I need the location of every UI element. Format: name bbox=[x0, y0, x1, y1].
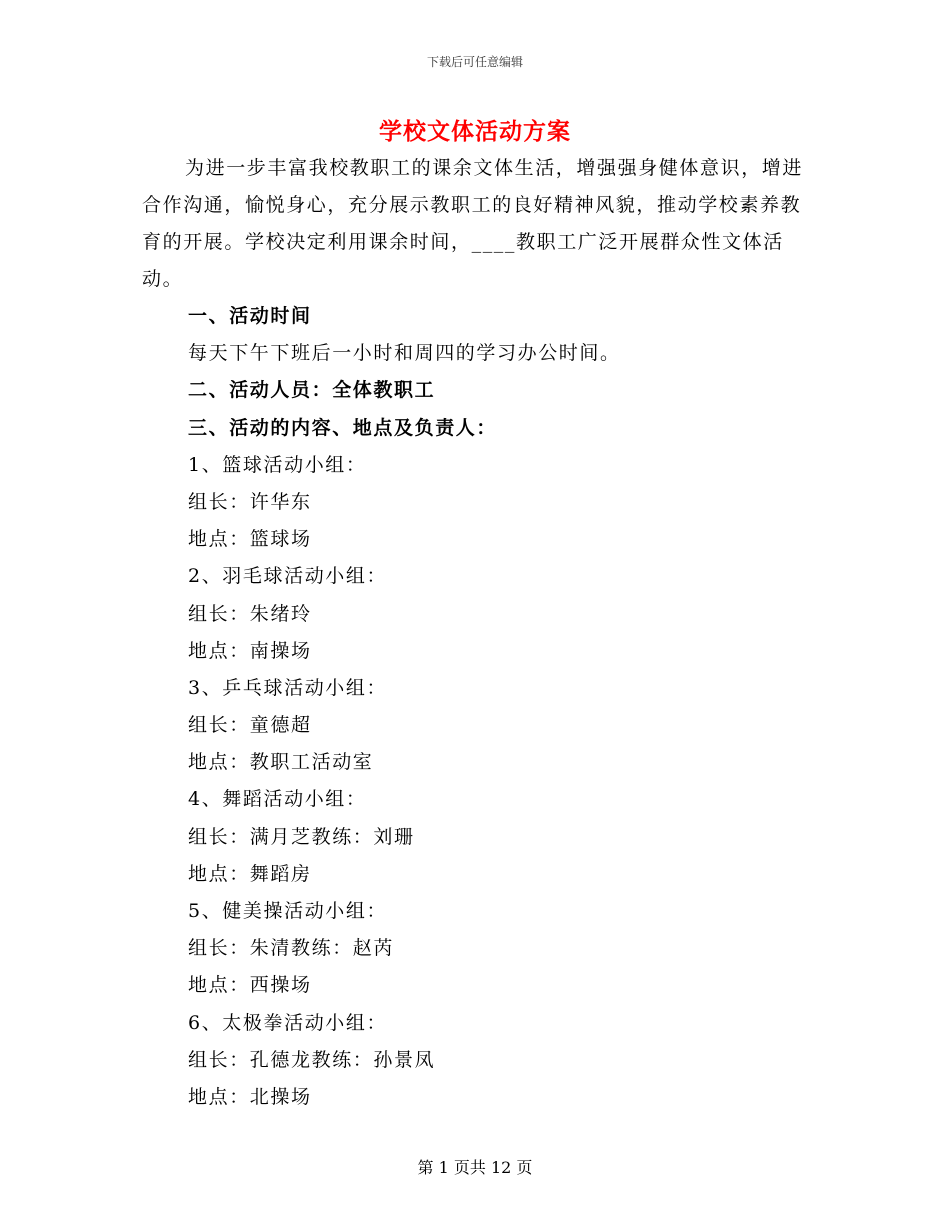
body-line: 4、舞蹈活动小组： bbox=[188, 788, 367, 811]
body-line: 地点：北操场 bbox=[188, 1085, 312, 1108]
body-line: 5、健美操活动小组： bbox=[188, 900, 388, 922]
body-line: 地点：舞蹈房 bbox=[188, 862, 312, 885]
body-line: 组长：朱绪玲 bbox=[188, 602, 312, 625]
body-line: 组长：童德超 bbox=[188, 714, 312, 737]
page-footer: 第 1 页共 12 页 bbox=[417, 1158, 533, 1177]
section-heading: 一、活动时间 bbox=[188, 305, 312, 327]
body-line: 1、篮球活动小组： bbox=[188, 453, 367, 476]
body-line: 每天下午下班后一小时和周四的学习办公时间。 bbox=[188, 342, 621, 365]
body-line: 2、羽毛球活动小组： bbox=[188, 565, 388, 588]
section-heading: 二、活动人员：全体教职工 bbox=[188, 379, 436, 402]
body-line: 地点：西操场 bbox=[188, 974, 312, 997]
document-body bbox=[188, 298, 808, 1116]
section-heading: 三、活动的内容、地点及负责人： bbox=[188, 416, 498, 439]
body-line: 3、乒乓球活动小组： bbox=[188, 676, 388, 699]
body-line: 组长：满月芝教练：刘珊 bbox=[188, 825, 415, 848]
body-line: 地点：南操场 bbox=[188, 639, 312, 662]
body-line: 组长：朱清教练：赵芮 bbox=[188, 937, 395, 960]
intro-paragraph: 为进一步丰富我校教职工的课余文体生活，增强强身健体意识，增进合作沟通，愉悦身心，充分展示教职工的良好精神风貌，推动学校素养教育的开展。学校决定利用课余时间，____教职工广泛开展群众性文体活动。 bbox=[142, 157, 804, 290]
body-line: 地点：教职工活动室 bbox=[188, 751, 374, 774]
body-line: 组长：许华东 bbox=[188, 490, 312, 513]
body-line: 地点：篮球场 bbox=[188, 528, 312, 551]
document-title: 学校文体活动方案 bbox=[379, 118, 571, 145]
header-note: 下载后可任意编辑 bbox=[426, 55, 523, 69]
body-line: 组长：孔德龙教练：孙景凤 bbox=[188, 1048, 436, 1071]
body-line: 6、太极拳活动小组： bbox=[188, 1011, 388, 1034]
